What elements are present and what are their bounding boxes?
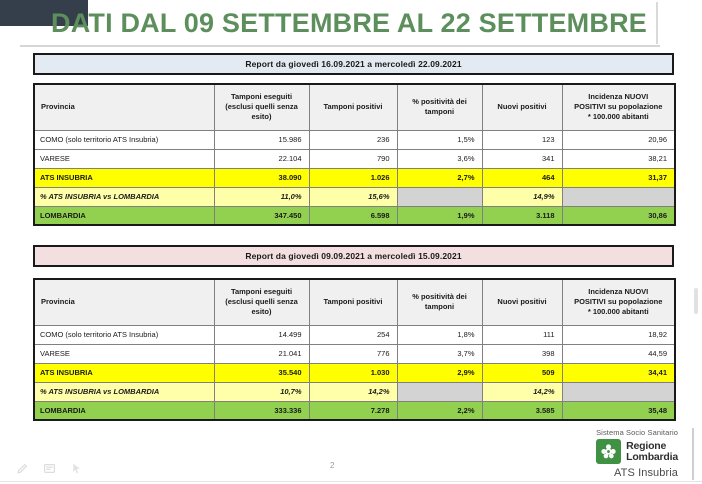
col-header-nuovi-positivi: Nuovi positivi <box>482 279 562 325</box>
data-cell: 254 <box>309 325 397 344</box>
row-label-cell: COMO (solo territorio ATS Insubria) <box>34 325 214 344</box>
data-cell: 14,2% <box>309 382 397 401</box>
regione-lombardia-flower-icon <box>596 439 621 464</box>
table-row <box>34 187 675 206</box>
data-cell: 38,21 <box>562 149 675 168</box>
title-divider <box>20 45 660 47</box>
viewer-bottom-divider <box>0 481 702 482</box>
data-cell: 333.336 <box>214 401 309 420</box>
report-period-band-1 <box>33 53 674 75</box>
col-line: esito) <box>251 112 272 122</box>
logo-name-line1: Regione <box>626 439 667 452</box>
col-line: tamponi <box>424 107 455 117</box>
row-label-cell: % ATS INSUBRIA vs LOMBARDIA <box>34 382 214 401</box>
col-line: Tamponi eseguiti <box>230 287 293 297</box>
data-cell: 1,8% <box>397 325 482 344</box>
data-cell: 1,9% <box>397 206 482 225</box>
data-cell <box>397 382 482 401</box>
data-cell: 20,96 <box>562 130 675 149</box>
data-cell: 2,9% <box>397 363 482 382</box>
logo-name-line2: Lombardia <box>626 450 678 463</box>
row-label-cell: ATS INSUBRIA <box>34 168 214 187</box>
table-row <box>34 206 675 225</box>
data-cell: 509 <box>482 363 562 382</box>
regione-lombardia-logo-block <box>548 428 694 480</box>
data-cell: 341 <box>482 149 562 168</box>
data-cell: 790 <box>309 149 397 168</box>
table-row <box>34 382 675 401</box>
table-row <box>34 130 675 149</box>
data-cell: 123 <box>482 130 562 149</box>
col-header-percent-positivita <box>397 279 482 325</box>
page-title: DATI DAL 09 SETTEMBRE AL 22 SETTEMBRE <box>51 7 647 38</box>
col-line: * 100.000 abitanti <box>587 307 649 317</box>
data-cell: 18,92 <box>562 325 675 344</box>
table-row <box>34 401 675 420</box>
col-line: % positività dei <box>412 292 467 302</box>
data-cell: 1.026 <box>309 168 397 187</box>
row-label-cell: VARESE <box>34 344 214 363</box>
report-table-2 <box>33 278 676 421</box>
viewer-toolbar <box>16 462 83 475</box>
data-cell: 776 <box>309 344 397 363</box>
col-line: Incidenza NUOVI <box>588 92 649 102</box>
page-number: 2 <box>330 461 335 470</box>
col-header-tamponi-eseguiti <box>214 279 309 325</box>
col-header-tamponi-positivi: Tamponi positivi <box>309 84 397 130</box>
data-cell: 30,86 <box>562 206 675 225</box>
table-body-1 <box>34 130 675 225</box>
data-cell: 7.278 <box>309 401 397 420</box>
logo-tagline: Sistema Socio Sanitario <box>596 428 678 437</box>
pointer-icon[interactable] <box>70 462 83 475</box>
col-header-percent-positivita <box>397 84 482 130</box>
vertical-scrollbar-thumb[interactable] <box>694 288 698 314</box>
col-header-incidenza <box>562 84 675 130</box>
data-cell: 1,5% <box>397 130 482 149</box>
data-cell: 15.986 <box>214 130 309 149</box>
table-body-2 <box>34 325 675 420</box>
row-label-cell: % ATS INSUBRIA vs LOMBARDIA <box>34 187 214 206</box>
data-cell: 11,0% <box>214 187 309 206</box>
data-cell: 236 <box>309 130 397 149</box>
col-header-incidenza <box>562 279 675 325</box>
data-cell: 21.041 <box>214 344 309 363</box>
table-header-row <box>34 279 675 325</box>
col-header-provincia: Provincia <box>34 279 214 325</box>
data-cell: 34,41 <box>562 363 675 382</box>
data-cell: 2,2% <box>397 401 482 420</box>
data-cell: 111 <box>482 325 562 344</box>
col-line: esito) <box>251 307 272 317</box>
col-line: % positività dei <box>412 97 467 107</box>
data-cell: 31,37 <box>562 168 675 187</box>
col-header-nuovi-positivi: Nuovi positivi <box>482 84 562 130</box>
data-cell: 44,59 <box>562 344 675 363</box>
col-line: Incidenza NUOVI <box>588 287 649 297</box>
slide-notes-icon[interactable] <box>43 462 56 475</box>
col-line: (esclusi quelli senza <box>225 102 298 112</box>
data-cell: 10,7% <box>214 382 309 401</box>
data-cell: 398 <box>482 344 562 363</box>
slide-title-box <box>42 2 658 44</box>
data-cell: 38.090 <box>214 168 309 187</box>
report-table-1 <box>33 83 676 226</box>
data-cell: 3,6% <box>397 149 482 168</box>
col-header-tamponi-positivi: Tamponi positivi <box>309 279 397 325</box>
data-cell <box>562 187 675 206</box>
data-cell: 14,2% <box>482 382 562 401</box>
table-row <box>34 363 675 382</box>
report-period-band-2 <box>33 245 674 267</box>
col-line: POSITIVI su popolazione <box>574 102 663 112</box>
data-cell: 35,48 <box>562 401 675 420</box>
pen-icon[interactable] <box>16 462 29 475</box>
report-period-label-1: Report da giovedì 16.09.2021 a mercoledì 22.09.2021 <box>245 59 462 69</box>
data-cell: 15,6% <box>309 187 397 206</box>
table-header-row <box>34 84 675 130</box>
table-row <box>34 149 675 168</box>
data-cell <box>397 187 482 206</box>
row-label-cell: LOMBARDIA <box>34 206 214 225</box>
col-line: * 100.000 abitanti <box>587 112 649 122</box>
table-row <box>34 344 675 363</box>
logo-org-name: ATS Insubria <box>614 467 678 479</box>
data-cell: 2,7% <box>397 168 482 187</box>
data-cell: 3.585 <box>482 401 562 420</box>
col-line: POSITIVI su popolazione <box>574 297 663 307</box>
data-cell: 14,9% <box>482 187 562 206</box>
table-row <box>34 325 675 344</box>
table-row <box>34 168 675 187</box>
col-line: (esclusi quelli senza <box>225 297 298 307</box>
report-period-label-2: Report da giovedì 09.09.2021 a mercoledì 15.09.2021 <box>245 251 462 261</box>
data-cell: 6.598 <box>309 206 397 225</box>
col-line: tamponi <box>424 302 455 312</box>
row-label-cell: COMO (solo territorio ATS Insubria) <box>34 130 214 149</box>
data-cell <box>562 382 675 401</box>
data-cell: 1.030 <box>309 363 397 382</box>
col-header-tamponi-eseguiti <box>214 84 309 130</box>
row-label-cell: LOMBARDIA <box>34 401 214 420</box>
row-label-cell: VARESE <box>34 149 214 168</box>
data-cell: 22.104 <box>214 149 309 168</box>
data-cell: 35.540 <box>214 363 309 382</box>
data-cell: 347.450 <box>214 206 309 225</box>
col-line: Tamponi eseguiti <box>230 92 293 102</box>
data-cell: 3.118 <box>482 206 562 225</box>
data-cell: 464 <box>482 168 562 187</box>
data-cell: 3,7% <box>397 344 482 363</box>
data-cell: 14.499 <box>214 325 309 344</box>
col-header-provincia: Provincia <box>34 84 214 130</box>
row-label-cell: ATS INSUBRIA <box>34 363 214 382</box>
